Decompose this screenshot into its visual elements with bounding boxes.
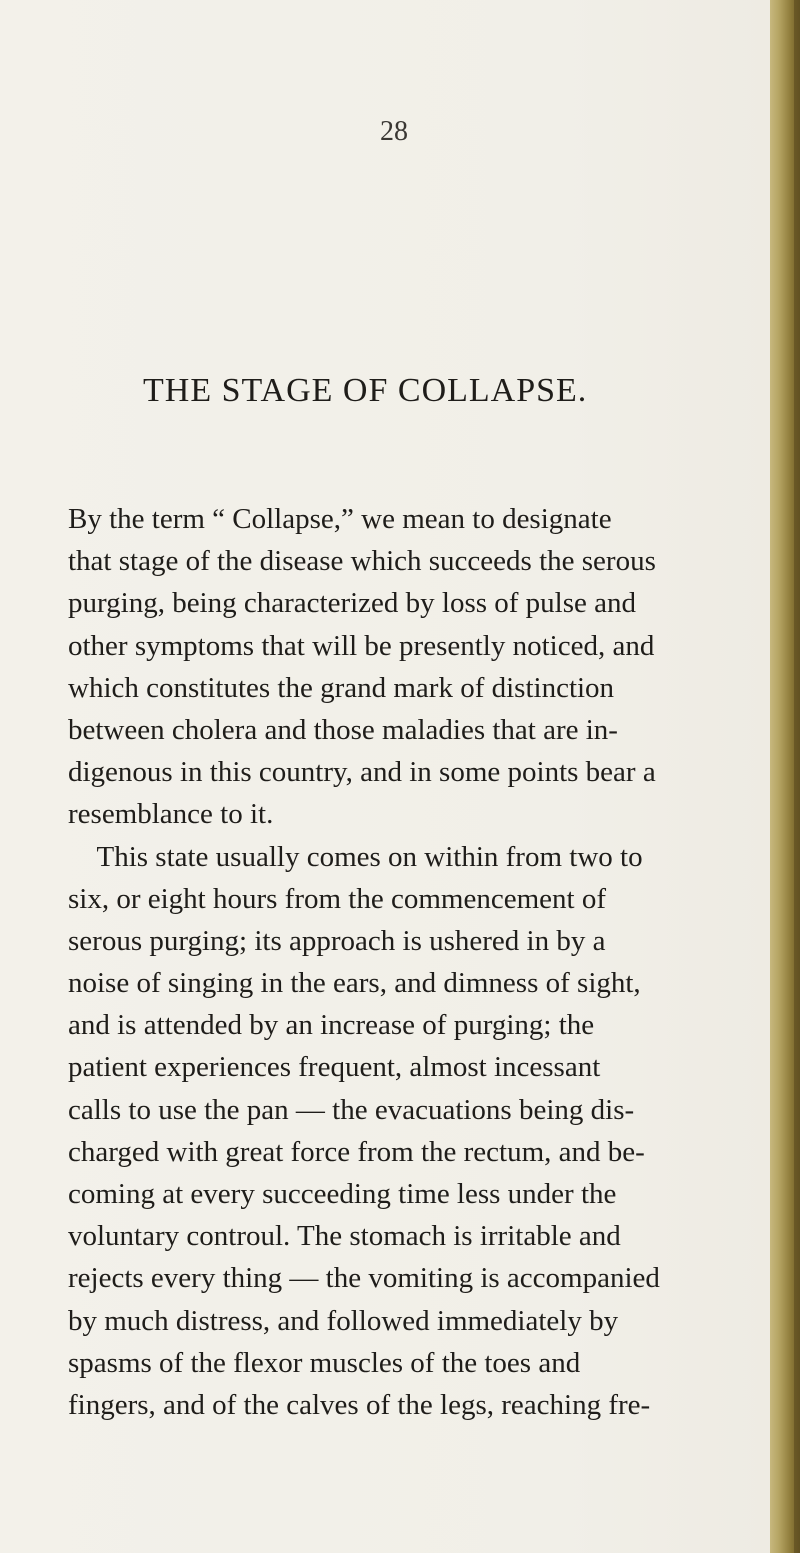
text-line: digenous in this country, and in some points bear a [68, 756, 656, 789]
text-line: between cholera and those maladies that are in- [68, 713, 618, 746]
text-line: which constitutes the grand mark of distinction [68, 671, 615, 704]
text-line: and is attended by an increase of purging; the [68, 1009, 595, 1042]
text-line: noise of singing in the ears, and dimness of sight, [68, 967, 641, 1000]
text-line: resemblance to it. [68, 798, 274, 831]
text-line: serous purging; its approach is ushered in by a [68, 924, 606, 957]
text-line: that stage of the disease which succeeds the serous [68, 545, 656, 578]
text-line: This state usually comes on within from two to [68, 840, 643, 873]
body-text [68, 498, 768, 1426]
page-number: 28 [380, 116, 408, 147]
text-line: other symptoms that will be presently noticed, and [68, 629, 655, 662]
text-line: patient experiences frequent, almost incessant [68, 1051, 601, 1084]
text-line: calls to use the pan — the evacuations being dis- [68, 1093, 635, 1126]
text-line: fingers, and of the calves of the legs, reaching fre- [68, 1388, 651, 1421]
text-line: charged with great force from the rectum, and be- [68, 1135, 645, 1168]
text-line: By the term “ Collapse,” we mean to designate [68, 503, 612, 535]
chapter-heading: THE STAGE OF COLLAPSE. [143, 372, 588, 409]
page-edge-shadow [794, 0, 800, 1553]
text-line: voluntary controul. The stomach is irritable and [68, 1220, 621, 1253]
text-line: purging, being characterized by loss of pulse and [68, 587, 637, 620]
text-line: spasms of the flexor muscles of the toes and [68, 1346, 581, 1379]
text-line: by much distress, and followed immediately by [68, 1304, 619, 1337]
text-line: six, or eight hours from the commencement of [68, 882, 606, 915]
text-line: coming at every succeeding time less under the [68, 1178, 617, 1210]
text-line: rejects every thing — the vomiting is accompanied [68, 1262, 660, 1295]
